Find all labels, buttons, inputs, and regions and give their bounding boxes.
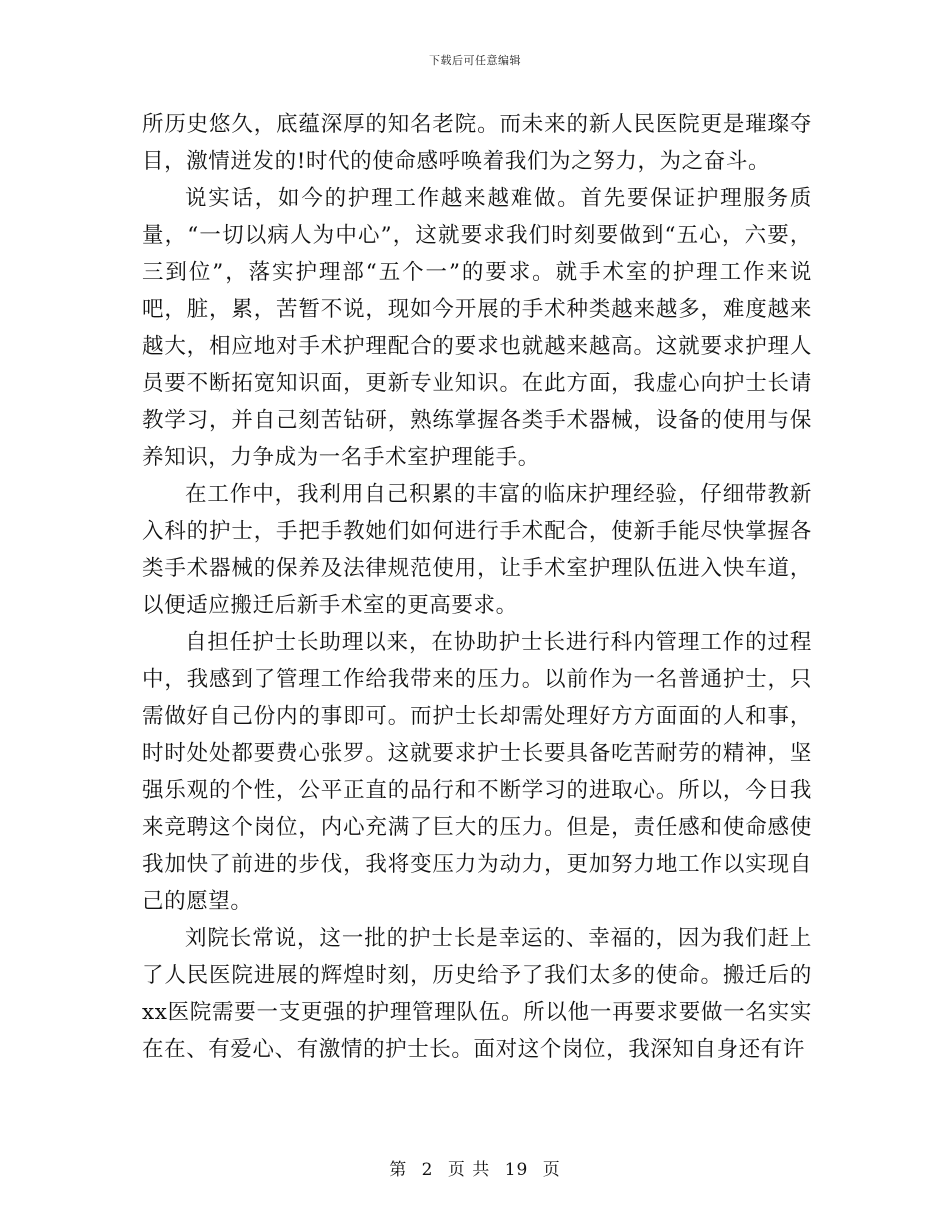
page-footer xyxy=(0,1155,950,1180)
total-page-count: 19 xyxy=(504,1160,529,1180)
footer-middle: 页 共 xyxy=(447,1160,491,1180)
page-header: 下载后可任意编辑 xyxy=(429,54,521,67)
footer-suffix: 页 xyxy=(542,1160,561,1180)
paragraph: 自担任护士长助理以来，在协助护士长进行科内管理工作的过程中，我感到了管理工作给我带来的压力。以前作为一名普通护士，只需做好自己份内的事即可。而护士长却需处理好方方面面的人和事，时时处处都要费心张罗。这就要求护士长要具备吃苦耐劳的精神，坚强乐观的个性，公平正直的品行和不断学习的进取心。所以，今日我来竞聘这个岗位，内心充满了巨大的压力。但是，责任感和使命感使我加快了前进的步伐，我将变压力为动力，更加努力地工作以实现自己的愿望。 xyxy=(142,630,812,914)
current-page-number: 2 xyxy=(421,1160,434,1180)
paragraph: 刘院长常说，这一批的护士长是幸运的、幸福的，因为我们赶上了人民医院进展的辉煌时刻，历史给予了我们太多的使命。搬迁后的xx医院需要一支更强的护理管理队伍。所以他一再要求要做一名实实在在、有爱心、有激情的护士长。面对这个岗位，我深知自身还有许 xyxy=(142,926,812,1062)
paragraph: 所历史悠久，底蕴深厚的知名老院。而未来的新人民医院更是璀璨夺目，激情迸发的!时代的使命感呼唤着我们为之努力，为之奋斗。 xyxy=(142,112,812,174)
footer-prefix: 第 xyxy=(389,1160,408,1180)
document-body xyxy=(142,106,812,1068)
paragraph: 说实话，如今的护理工作越来越难做。首先要保证护理服务质量，“一切以病人为中心”，这就要求我们时刻要做到“五心，六要，三到位”，落实护理部“五个一”的要求。就手术室的护理工作来说吧，脏，累，苦暂不说，现如今开展的手术种类越来越多，难度越来越大，相应地对手术护理配合的要求也就越来越高。这就要求护理人员要不断拓宽知识面，更新专业知识。在此方面，我虚心向护士长请教学习，并自己刻苦钻研，熟练掌握各类手术器械，设备的使用与保养知识，力争成为一名手术室护理能手。 xyxy=(142,186,812,470)
paragraph: 在工作中，我利用自己积累的丰富的临床护理经验，仔细带教新入科的护士，手把手教她们如何进行手术配合，使新手能尽快掌握各类手术器械的保养及法律规范使用，让手术室护理队伍进入快车道，以便适应搬迁后新手术室的更高要求。 xyxy=(142,482,812,618)
